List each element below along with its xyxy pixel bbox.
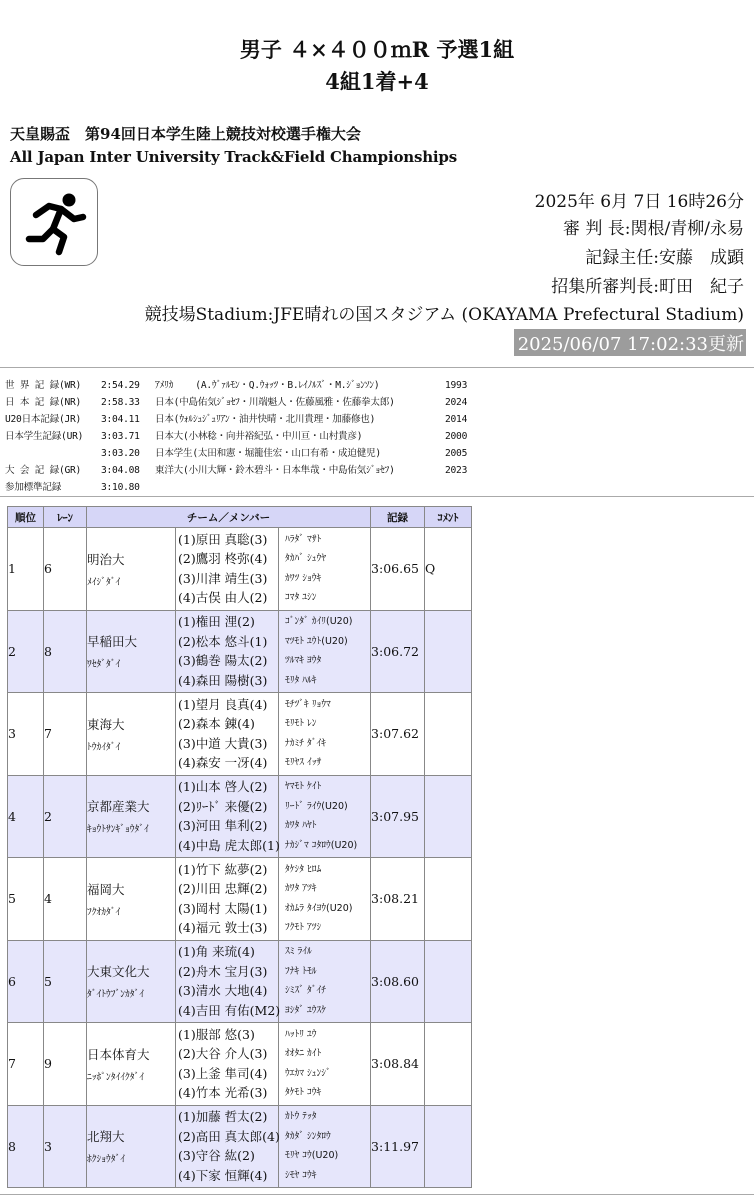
team-kana: ﾌｸｵｶﾀﾞｲ	[87, 906, 121, 918]
member-kana: ｼﾓﾔ ｺｳｷ	[285, 1169, 317, 1181]
member-kana: ﾓﾘﾀ ﾊﾙｷ	[285, 674, 317, 686]
record-label: U20日本記録(JR)	[5, 414, 82, 425]
comment-cell	[425, 610, 472, 693]
team-name: 東海大	[87, 716, 125, 732]
members-kana-cell	[279, 610, 371, 693]
divider	[0, 367, 754, 368]
members-kana-cell	[279, 775, 371, 858]
competition-name-en: All Japan Inter University Track&Field Championships	[10, 148, 457, 166]
page-subtitle: 4組1着+4	[325, 69, 429, 94]
referee: 審 判 長:関根/青柳/永易	[563, 219, 744, 239]
record-cell: 3:06.65	[371, 528, 425, 611]
running-man-icon	[10, 178, 98, 266]
member-kana: ﾓﾁﾂﾞｷ ﾘｮｳﾏ	[285, 698, 331, 710]
header-lane: ﾚｰﾝ	[44, 507, 87, 528]
record-cell: 3:08.21	[371, 858, 425, 941]
members-cell	[176, 858, 279, 941]
table-row	[8, 693, 472, 776]
members-cell	[176, 1105, 279, 1188]
table-row	[8, 1105, 472, 1188]
page-title: 男子 ４×４００ｍR 予選1組	[239, 37, 515, 62]
rank-cell: 3	[8, 693, 44, 776]
member-kana: ﾓﾘﾔｽ ｲｯｻ	[285, 757, 322, 769]
record-row	[5, 428, 467, 445]
member-kana: ﾓﾘﾔ ｺｳ(U20)	[285, 1150, 339, 1162]
table-row	[8, 858, 472, 941]
members-kana-cell	[279, 858, 371, 941]
table-row	[8, 528, 472, 611]
record-cell: 3:06.72	[371, 610, 425, 693]
team-kana: ﾆｯﾎﾟﾝﾀｲｲｸﾀﾞｲ	[87, 1071, 145, 1083]
members-kana-cell	[279, 1023, 371, 1106]
record-label	[5, 445, 101, 462]
member-kana: ﾊｯﾄﾘ ﾕｳ	[285, 1028, 317, 1040]
member-name: (4)中島 虎太郎(1)	[178, 837, 280, 853]
lane-cell: 3	[44, 1105, 87, 1188]
lane-cell: 4	[44, 858, 87, 941]
member-kana: ｶﾜﾀ ｱﾂｷ	[285, 883, 317, 895]
members-cell	[176, 940, 279, 1023]
members-kana-cell	[279, 1105, 371, 1188]
team-cell	[87, 940, 176, 1023]
team-kana: ﾒｲｼﾞﾀﾞｲ	[87, 576, 121, 588]
rank-cell: 7	[8, 1023, 44, 1106]
member-kana: ｶﾜﾂ ｼｮｳｷ	[285, 572, 322, 584]
records-list	[5, 377, 467, 496]
rank-cell: 5	[8, 858, 44, 941]
members-cell	[176, 610, 279, 693]
member-name: (2)松本 悠斗(1)	[178, 633, 268, 649]
rank-cell: 2	[8, 610, 44, 693]
team-kana: ﾎｸｼｮｳﾀﾞｲ	[87, 1154, 126, 1166]
member-name: (4)森安 一冴(4)	[178, 755, 268, 771]
member-name: (3)岡村 太陽(1)	[178, 900, 268, 916]
rank-cell: 4	[8, 775, 44, 858]
record-label: 世 界 記 録(WR)	[5, 380, 82, 391]
member-name: (2)鷹羽 柊弥(4)	[178, 551, 268, 567]
record-time: 3:04.11	[101, 414, 140, 425]
lane-cell: 9	[44, 1023, 87, 1106]
member-kana: ﾂﾙﾏｷ ﾖｳﾀ	[285, 655, 322, 667]
member-name: (1)竹下 紘夢(2)	[178, 861, 268, 877]
record-label: 参加標準記録	[5, 482, 62, 493]
table-header	[8, 507, 472, 528]
members-cell	[176, 528, 279, 611]
member-kana: ﾀｶﾀﾞ ｼﾝﾀﾛｳ	[285, 1130, 331, 1142]
record-cell: 3:11.97	[371, 1105, 425, 1188]
member-name: (3)鶴巻 陽太(2)	[178, 653, 268, 669]
member-name: (4)下家 恒輝(4)	[178, 1167, 268, 1183]
recorder: 記録主任:安藤 成顕	[585, 248, 744, 268]
record-time: 3:04.08	[101, 465, 140, 476]
record-row	[5, 394, 467, 411]
member-kana: ﾔﾏﾓﾄ ｹｲﾄ	[285, 781, 322, 793]
comment-cell	[425, 858, 472, 941]
divider	[0, 1194, 754, 1195]
record-cell: 3:07.62	[371, 693, 425, 776]
member-name: (4)竹本 光希(3)	[178, 1085, 268, 1101]
record-holder: ｱﾒﾘｶ (A.ｳﾞｧﾙﾓﾝ・Q.ｳｫｯﾂ・B.ﾚｲﾉﾙｽﾞ・M.ｼﾞｮﾝｿﾝ)	[155, 380, 380, 391]
team-cell	[87, 1023, 176, 1106]
lane-cell: 6	[44, 528, 87, 611]
member-kana: ﾏﾂﾓﾄ ﾕｳﾄ(U20)	[285, 635, 348, 647]
member-kana: ﾀｶﾊﾞ ｼｭｳﾔ	[285, 553, 327, 565]
header-rank: 順位	[8, 507, 44, 528]
lane-cell: 8	[44, 610, 87, 693]
member-kana: ｳｴｶﾏ ｼｭﾝｼﾞ	[285, 1067, 331, 1079]
team-name: 明治大	[87, 551, 125, 567]
team-kana: ﾄｳｶｲﾀﾞｲ	[87, 741, 121, 753]
member-kana: ﾊﾗﾀﾞ ﾏｻﾄ	[285, 533, 322, 545]
table-row	[8, 940, 472, 1023]
lane-cell: 5	[44, 940, 87, 1023]
team-cell	[87, 693, 176, 776]
member-kana: ｵｶﾑﾗ ﾀｲﾖｳ(U20)	[285, 902, 353, 914]
competition-name-jp: 天皇賜盃 第94回日本学生陸上競技対校選手権大会	[10, 125, 361, 143]
record-year: 2023	[445, 465, 468, 476]
record-holder: 日本学生(太田和憲・堀籠佳宏・山口有希・成迫健児)	[155, 448, 381, 459]
member-name: (2)川田 忠輝(2)	[178, 881, 268, 897]
record-row	[5, 462, 467, 479]
rank-cell: 1	[8, 528, 44, 611]
member-name: (2)大谷 介人(3)	[178, 1046, 268, 1062]
record-holder: 東洋大(小川大輝・鈴木碧斗・日本隼哉・中島佑気ｼﾞｮｾﾌ)	[155, 465, 395, 476]
record-year: 2000	[445, 431, 468, 442]
member-kana: ﾅｶﾐﾁ ﾀﾞｲｷ	[285, 737, 327, 749]
updated-timestamp: 2025/06/07 17:02:33更新	[514, 329, 746, 356]
datetime: 2025年 6月 7日 16時26分	[534, 192, 744, 212]
record-holder: 日本(中島佑気ｼﾞｮｾﾌ・川端魁人・佐藤風雅・佐藤拳太郎)	[155, 397, 395, 408]
record-label: 大 会 記 録(GR)	[5, 465, 82, 476]
member-kana: ﾅｶｼﾞﾏ ｺﾀﾛｳ(U20)	[285, 839, 358, 851]
member-kana: ｽﾐ ﾗｲﾙ	[285, 946, 312, 958]
header-team: チーム／メンバー	[87, 507, 371, 528]
member-name: (1)角 来琉(4)	[178, 944, 255, 960]
member-kana: ﾘｰﾄﾞ ﾗｲｳ(U20)	[285, 800, 348, 812]
member-kana: ﾀｹｼﾀ ﾋﾛﾑ	[285, 863, 322, 875]
record-time: 2:54.29	[101, 380, 140, 391]
record-time: 2:58.33	[101, 397, 140, 408]
record-time: 3:03.20	[101, 448, 140, 459]
team-kana: ｷｮｳﾄｻﾝｷﾞｮｳﾀﾞｲ	[87, 824, 149, 836]
member-name: (1)服部 悠(3)	[178, 1026, 255, 1042]
member-kana: ﾌﾅｷ ﾄﾓﾙ	[285, 965, 317, 977]
member-name: (1)加藤 哲太(2)	[178, 1109, 268, 1125]
lane-cell: 7	[44, 693, 87, 776]
record-row	[5, 479, 467, 496]
member-name: (4)福元 敦士(3)	[178, 920, 268, 936]
member-kana: ｺﾞﾝﾀﾞ ｶｲﾘ(U20)	[285, 616, 353, 628]
record-year: 2024	[445, 397, 468, 408]
members-kana-cell	[279, 940, 371, 1023]
member-kana: ﾖｼﾀﾞ ﾕｳｽｹ	[285, 1004, 327, 1016]
member-name: (1)山本 啓人(2)	[178, 779, 268, 795]
member-kana: ｺﾏﾀ ﾕｼﾝ	[285, 592, 317, 604]
results-table	[7, 506, 472, 1188]
record-label: 日本学生記録(UR)	[5, 431, 84, 442]
record-year: 2014	[445, 414, 468, 425]
member-name: (4)吉田 有佑(M2)	[178, 1002, 281, 1018]
member-kana: ｼﾐｽﾞ ﾀﾞｲﾁ	[285, 985, 327, 997]
record-year: 1993	[445, 380, 468, 391]
table-row	[8, 775, 472, 858]
member-name: (1)望月 良真(4)	[178, 696, 268, 712]
record-row	[5, 377, 467, 394]
member-kana: ﾓﾘﾓﾄ ﾚﾝ	[285, 718, 317, 730]
member-kana: ｶﾄｳ ﾃｯﾀ	[285, 1111, 317, 1123]
rank-cell: 6	[8, 940, 44, 1023]
team-kana: ﾜｾﾀﾞﾀﾞｲ	[87, 659, 121, 671]
record-time: 3:03.71	[101, 431, 140, 442]
record-time: 3:10.80	[101, 482, 140, 493]
lane-cell: 2	[44, 775, 87, 858]
team-cell	[87, 775, 176, 858]
member-name: (1)原田 真聡(3)	[178, 531, 268, 547]
member-name: (2)舟木 宝月(3)	[178, 963, 268, 979]
table-row	[8, 610, 472, 693]
member-name: (3)清水 大地(4)	[178, 983, 268, 999]
team-name: 早稲田大	[87, 634, 138, 650]
member-name: (2)森本 錬(4)	[178, 716, 255, 732]
rank-cell: 8	[8, 1105, 44, 1188]
record-row	[5, 445, 467, 462]
member-name: (2)ﾘｰﾄﾞ 来優(2)	[178, 798, 268, 814]
record-row	[5, 411, 467, 428]
members-kana-cell	[279, 693, 371, 776]
member-kana: ｶﾜﾀ ﾊﾔﾄ	[285, 820, 317, 832]
team-name: 福岡大	[87, 881, 125, 897]
member-name: (1)権田 浬(2)	[178, 614, 255, 630]
member-name: (4)古俣 由人(2)	[178, 590, 268, 606]
team-cell	[87, 1105, 176, 1188]
call-room-referee: 招集所審判長:町田 紀子	[551, 277, 744, 297]
record-holder: 日本大(小林稔・向井裕紀弘・中川亘・山村貴彦)	[155, 431, 363, 442]
stadium: 競技場Stadium:JFE晴れの国スタジアム (OKAYAMA Prefectural Stadium)	[144, 305, 744, 325]
team-cell	[87, 528, 176, 611]
member-name: (3)河田 隼利(2)	[178, 818, 268, 834]
member-kana: ｵｵﾀﾆ ｶｲﾄ	[285, 1048, 322, 1060]
comment-cell	[425, 693, 472, 776]
member-name: (3)川津 靖生(3)	[178, 570, 268, 586]
comment-cell	[425, 1023, 472, 1106]
table-row	[8, 1023, 472, 1106]
header-record: 記録	[371, 507, 425, 528]
comment-cell	[425, 940, 472, 1023]
team-cell	[87, 858, 176, 941]
record-holder: 日本(ｳｫﾙｼｭｼﾞｭﾘｱﾝ・油井快晴・北川貴理・加藤修也)	[155, 414, 376, 425]
record-holder	[155, 479, 445, 496]
members-cell	[176, 775, 279, 858]
record-cell: 3:08.60	[371, 940, 425, 1023]
member-name: (3)上釜 隼司(4)	[178, 1065, 268, 1081]
team-kana: ﾀﾞｲﾄｳﾌﾞﾝｶﾀﾞｲ	[87, 989, 145, 1001]
record-cell: 3:07.95	[371, 775, 425, 858]
header-comment: ｺﾒﾝﾄ	[425, 507, 472, 528]
record-label: 日 本 記 録(NR)	[5, 397, 82, 408]
members-kana-cell	[279, 528, 371, 611]
team-name: 大東文化大	[87, 964, 150, 980]
member-kana: ﾀｹﾓﾄ ｺｳｷ	[285, 1087, 322, 1099]
record-cell: 3:08.84	[371, 1023, 425, 1106]
team-name: 京都産業大	[87, 799, 150, 815]
members-cell	[176, 1023, 279, 1106]
member-name: (3)守谷 紘(2)	[178, 1148, 255, 1164]
member-name: (3)中道 大貴(3)	[178, 735, 268, 751]
comment-cell: Q	[425, 528, 472, 611]
comment-cell	[425, 1105, 472, 1188]
comment-cell	[425, 775, 472, 858]
team-name: 北翔大	[87, 1129, 125, 1145]
divider	[0, 496, 754, 497]
member-name: (2)高田 真太郎(4)	[178, 1128, 280, 1144]
member-name: (4)森田 陽樹(3)	[178, 672, 268, 688]
members-cell	[176, 693, 279, 776]
team-name: 日本体育大	[87, 1046, 150, 1062]
team-cell	[87, 610, 176, 693]
member-kana: ﾌｸﾓﾄ ｱﾂｼ	[285, 922, 322, 934]
record-year: 2005	[445, 448, 468, 459]
